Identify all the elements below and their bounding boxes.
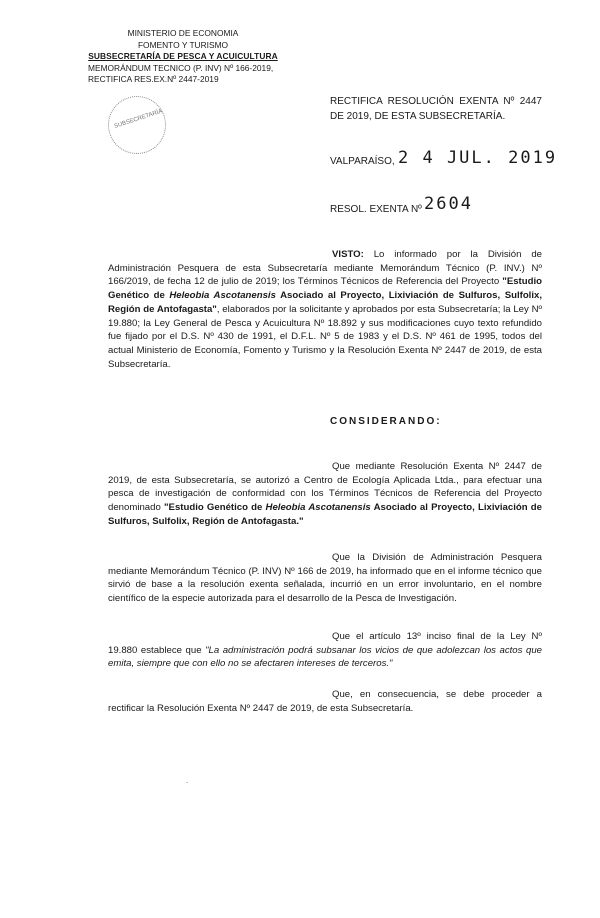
ministry-name-line2: FOMENTO Y TURISMO (137, 39, 229, 50)
c1-text-1: Que mediante Resolución Exenta Nº 2447 de 2019, de esta Subsecretaría, se autorizó a Centro de Ecología Aplicada Ltda., para efectuar una pesca de investigación de conformidad con los Términos Técnicos de Referencia del Proyecto denominado (108, 461, 542, 514)
considerando-2 (108, 551, 542, 606)
visto-text-1: Lo informado por la División de Administración Pesquera de esta Subsecretaría mediante Memorándum Técnico (P. INV.) Nº 166/2019, de fecha 12 de julio de 2019; los Términos Técnicos de Referencia del Proyecto (108, 249, 542, 288)
visto-project-b: Asociado al Proyecto, Lixiviación de Sulfuros, Sulfolix, Región de Antofagasta" (108, 290, 543, 315)
reference-line: RECTIFICA RESOLUCIÓN EXENTA Nº 2447 DE 2019, DE ESTA SUBSECRETARÍA. (330, 96, 542, 122)
date-stamp: 2 4 JUL. 2019 (398, 148, 558, 168)
subsecretaria-name: SUBSECRETARÍA DE PESCA Y ACUICULTURA (88, 51, 278, 61)
c2-text: Que la División de Administración Pesquera mediante Memorándum Técnico (P. INV) Nº 166 de 2019, ha informado que en el informe técnico que sirvió de base a la resolución exenta señalada, incurrió en un error involuntario, en el nombre científico de la especie autorizada para el desarrollo de la Pesca de Investigación. (108, 552, 542, 605)
page-mark: . (186, 776, 189, 785)
resolution-number: 2604 (424, 194, 473, 214)
c3-text-1: Que el artículo 13º inciso final de la Ley Nº 19.880 establece que (108, 631, 542, 656)
resolution-label: RESOL. EXENTA Nº (330, 204, 422, 215)
c4-text: Que, en consecuencia, se debe proceder a rectificar la Resolución Exenta Nº 2447 de 2019, de esta Subsecretaría. (108, 689, 542, 714)
visto-paragraph (108, 248, 542, 371)
place-label: VALPARAÍSO, (330, 156, 395, 167)
visto-project-a: "Estudio Genético de (108, 276, 542, 302)
memo-reference: MEMORÁNDUM TECNICO (P. INV) Nº 166-2019, (88, 62, 274, 73)
ministry-name: MINISTERIO DE ECONOMIA (127, 28, 239, 38)
c1-species: Heleobia Ascotanensis (265, 502, 371, 514)
visto-lead: VISTO: (332, 249, 364, 260)
letterhead (88, 28, 278, 86)
c1-project-b: Asociado al Proyecto, Lixiviación de Sulfuros, Sulfolix, Región de Antofagasta." (108, 502, 542, 527)
c3-quote: "La administración podrá subsanar los vicios de que adolezcan los actos que emita, siempre que con ello no se afectaren intereses de terceros." (108, 644, 543, 670)
visto-species: Heleobia Ascotanensis (169, 290, 276, 302)
stamp-text: SUBSECRETARÍA (113, 108, 164, 130)
considerando-heading: CONSIDERANDO: (330, 416, 442, 427)
considerando-1 (108, 460, 542, 529)
visto-text-2: , elaborados por la solicitante y aprobados por esta Subsecretaría; la Ley Nº 19.880; la Ley General de Pesca y Acuicultura Nº 18.892 y sus modificaciones cuyo texto refundido fue fijado por el D.S. Nº 430 de 1991, el D.F.L. Nº 5 de 1983 y el D.S. Nº 461 de 1995, todos del actual Ministerio de Economía, Fomento y Turismo y la Resolución Exenta Nº 2447 de 2019, de esta Subsecretaría. (108, 303, 542, 370)
considerando-4 (108, 688, 542, 715)
rectifica-reference: RECTIFICA RES.EX.Nº 2447-2019 (88, 74, 219, 84)
considerando-3 (108, 630, 542, 671)
office-stamp (100, 88, 173, 161)
c1-project-a: "Estudio Genético de (164, 502, 266, 514)
